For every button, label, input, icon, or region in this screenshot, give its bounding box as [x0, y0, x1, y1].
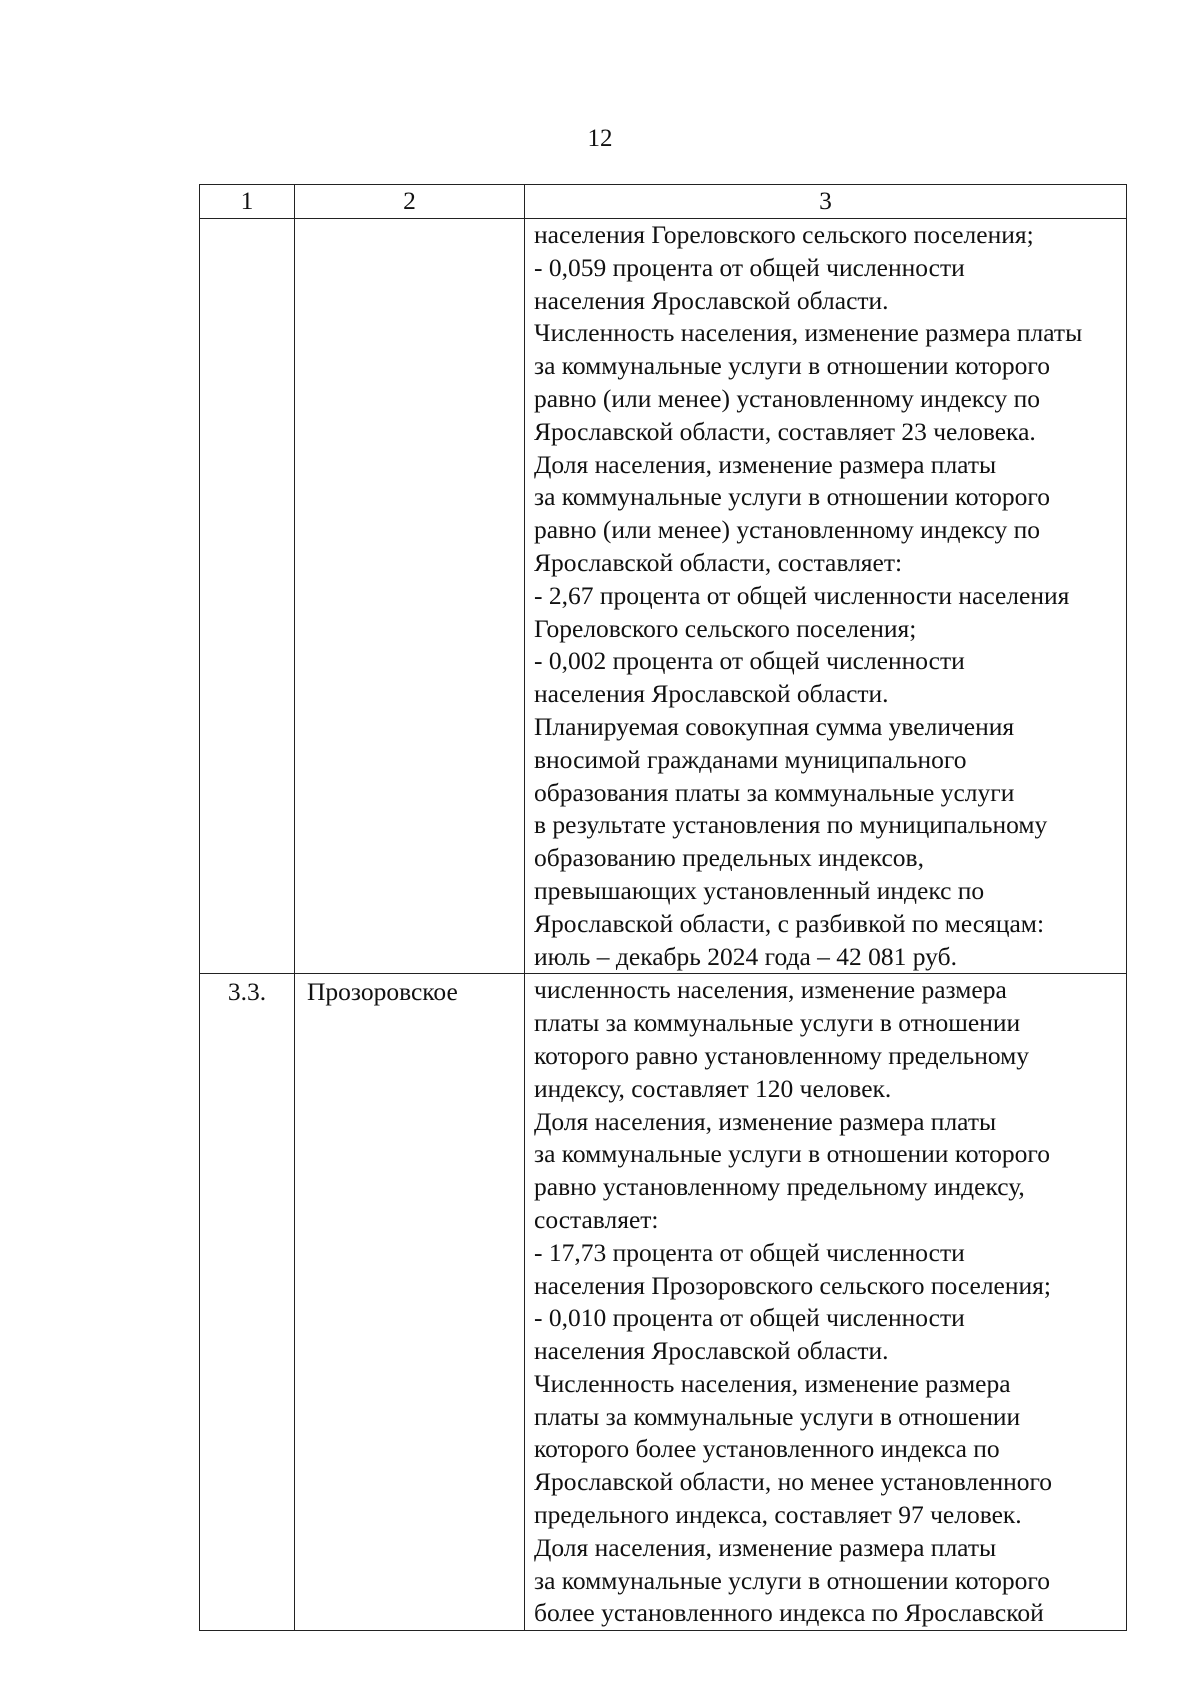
text-line: платы за коммунальные услуги в отношении: [534, 1008, 1021, 1038]
text-line: Численность населения, изменение размера: [534, 1368, 1011, 1398]
table-row: [200, 974, 1127, 1631]
text-line: образованию предельных индексов,: [534, 843, 924, 873]
text-line: Ярославской области, с разбивкой по месяцам:: [534, 908, 1045, 938]
text-line: за коммунальные услуги в отношении которого: [534, 1139, 1050, 1169]
text-line: равно (или менее) установленному индексу по: [534, 383, 1041, 413]
text-line: индексу, составляет 120 человек.: [534, 1073, 892, 1103]
row-number: 3.3.: [200, 974, 295, 1631]
text-line: населения Ярославской области.: [534, 679, 889, 709]
header-col-3: 3: [525, 185, 1127, 219]
text-line: Ярославской области, составляет 23 человека.: [534, 416, 1036, 446]
text-line: июль – декабрь 2024 года – 42 081 руб.: [534, 941, 957, 971]
text-line: Ярославской области, но менее установленного: [534, 1467, 1053, 1497]
text-line: - 0,059 процента от общей численности: [534, 252, 965, 282]
text-line: Численность населения, изменение размера платы: [534, 318, 1083, 348]
text-line: за коммунальные услуги в отношении которого: [534, 482, 1050, 512]
document-table: [199, 184, 1127, 1631]
text-line: в результате установления по муниципальному: [534, 810, 1048, 840]
text-line: Доля населения, изменение размера платы: [534, 1106, 997, 1136]
header-col-2: 2: [295, 185, 525, 219]
text-line: - 2,67 процента от общей численности населения: [534, 580, 1070, 610]
text-line: которого более установленного индекса по: [534, 1434, 1000, 1464]
text-line: составляет:: [534, 1204, 659, 1234]
municipality-name: Прозоровское: [295, 974, 525, 1631]
text-line: более установленного индекса по Ярославской: [534, 1598, 1044, 1628]
text-line: платы за коммунальные услуги в отношении: [534, 1401, 1021, 1431]
text-line: предельного индекса, составляет 97 человек.: [534, 1500, 1022, 1530]
municipality-name: [295, 219, 525, 974]
table-header-row: [200, 185, 1127, 219]
row-text: [525, 219, 1127, 974]
table-row: [200, 219, 1127, 974]
text-line: образования платы за коммунальные услуги: [534, 777, 1015, 807]
text-line: равно (или менее) установленному индексу по: [534, 515, 1041, 545]
text-line: которого равно установленному предельному: [534, 1040, 1030, 1070]
text-line: - 17,73 процента от общей численности: [534, 1237, 965, 1267]
text-line: - 0,010 процента от общей численности: [534, 1303, 965, 1333]
page-number: 12: [587, 125, 613, 152]
text-line: населения Прозоровского сельского поселения;: [534, 1270, 1051, 1300]
text-line: превышающих установленный индекс по: [534, 875, 985, 905]
row-text: [525, 974, 1127, 1631]
text-line: за коммунальные услуги в отношении которого: [534, 1565, 1050, 1595]
text-line: населения Гореловского сельского поселения;: [534, 220, 1034, 249]
text-line: Доля населения, изменение размера платы: [534, 449, 997, 479]
text-line: Доля населения, изменение размера платы: [534, 1532, 997, 1562]
text-line: вносимой гражданами муниципального: [534, 744, 967, 774]
header-col-1: 1: [200, 185, 295, 219]
text-line: населения Ярославской области.: [534, 285, 889, 315]
text-line: - 0,002 процента от общей численности: [534, 646, 965, 676]
text-line: населения Ярославской области.: [534, 1336, 889, 1366]
text-line: Планируемая совокупная сумма увеличения: [534, 711, 1015, 741]
text-line: равно установленному предельному индексу,: [534, 1172, 1025, 1202]
text-line: за коммунальные услуги в отношении которого: [534, 351, 1050, 381]
text-line: численность населения, изменение размера: [534, 975, 1007, 1005]
text-line: Ярославской области, составляет:: [534, 547, 903, 577]
row-number: [200, 219, 295, 974]
text-line: Гореловского сельского поселения;: [534, 613, 917, 643]
